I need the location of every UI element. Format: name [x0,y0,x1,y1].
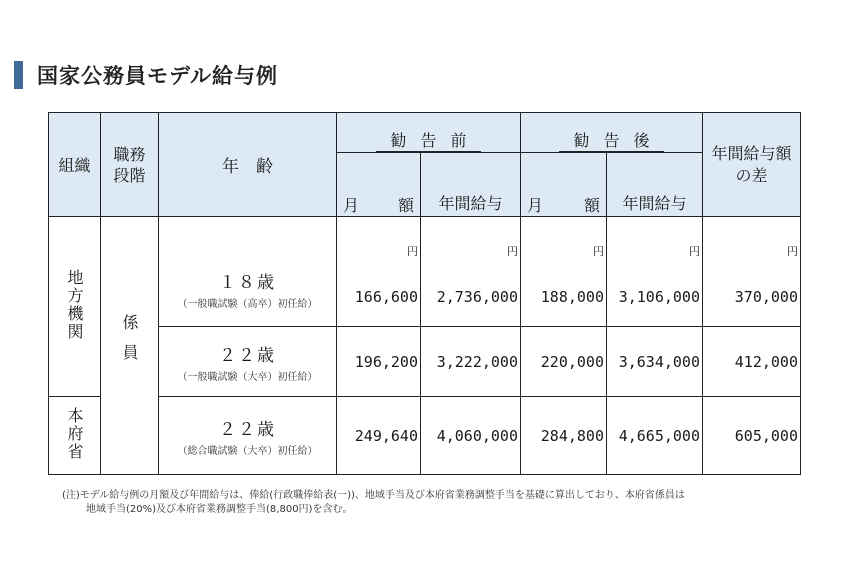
header-after-monthly: 月 額 [521,153,607,217]
row-2-after-annual: 3,634,000 [607,327,703,397]
title-accent-bar [14,61,23,89]
group-kakari: 係員 [101,217,159,475]
row-2-after-monthly: 220,000 [521,327,607,397]
group-hq: 本府省 [49,397,101,475]
header-age: 年 齢 [159,113,337,217]
row-3-after-annual: 4,665,000 [607,397,703,475]
title-block [14,60,278,90]
row-1-age: １８歳 （一般職試験（高卒）初任給） [159,217,337,327]
footnote-line-2: 地域手当(20%)及び本府省業務調整手当(8,800円)を含む。 [86,504,353,515]
row-3-diff: 605,000 [703,397,801,475]
footnote-line-1: (注)モデル給与例の月額及び年間給与は、俸給(行政職俸給表(一))、地域手当及び本府省業務調整手当を基礎に算出しており、本府省係員は [62,490,685,501]
salary-table [48,112,801,475]
row-2-diff: 412,000 [703,327,801,397]
header-before-monthly: 月 額 [337,153,421,217]
row-3-age: ２２歳 （総合職試験（大卒）初任給） [159,397,337,475]
header-after-annual: 年間給与 [607,153,703,217]
header-before: 勧告前 [337,113,521,153]
footnote [62,489,822,517]
row-1-diff: 円 370,000 [703,217,801,327]
header-org: 組織 [49,113,101,217]
row-2-age: ２２歳 （一般職試験（大卒）初任給） [159,327,337,397]
row-1-before-monthly: 円 166,600 [337,217,421,327]
row-1-before-annual: 円 2,736,000 [421,217,521,327]
row-1-after-monthly: 円 188,000 [521,217,607,327]
row-2-before-monthly: 196,200 [337,327,421,397]
page-title: 国家公務員モデル給与例 [37,64,278,88]
row-3-before-monthly: 249,640 [337,397,421,475]
row-1-after-annual: 円 3,106,000 [607,217,703,327]
header-rank: 職務段階 [101,113,159,217]
row-3-before-annual: 4,060,000 [421,397,521,475]
group-local: 地方機関 [49,217,101,397]
header-before-annual: 年間給与 [421,153,521,217]
header-diff: 年間給与額の差 [703,113,801,217]
row-3-after-monthly: 284,800 [521,397,607,475]
row-2-before-annual: 3,222,000 [421,327,521,397]
header-after: 勧告後 [521,113,703,153]
